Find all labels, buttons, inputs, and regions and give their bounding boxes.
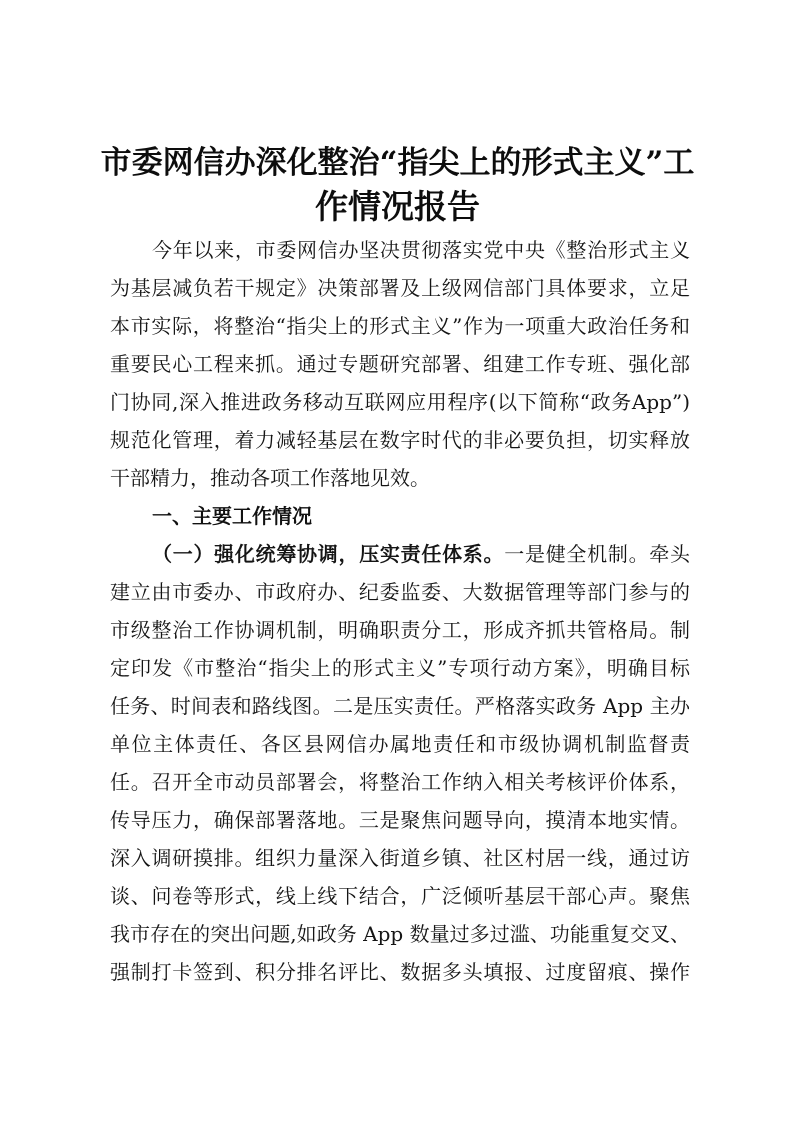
paragraph-line: 市级整治工作协调机制，明确职责分工，形成齐抓共管格局。制 [110,618,690,642]
section-heading: 一、主要工作情况 [152,504,312,528]
paragraph-line-rest: 一是健全机制。牵头 [504,542,691,566]
paragraph-line: 传导压力，确保部署落地。三是聚焦问题导向，摸清本地实情。 [110,808,690,832]
paragraph-line: 本市实际，将整治“指尖上的形式主义”作为一项重大政治任务和 [110,314,690,338]
paragraph-line: 谈、问卷等形式，线上线下结合，广泛倾听基层干部心声。聚焦 [110,884,690,908]
paragraph-line: 规范化管理，着力减轻基层在数字时代的非必要负担，切实释放 [110,428,690,452]
paragraph-line: 为基层减负若干规定》决策部署及上级网信部门具体要求，立足 [110,276,690,300]
subsection-label: （一）强化统筹协调，压实责任体系。 [152,542,505,566]
paragraph-line: 深入调研摸排。组织力量深入街道乡镇、社区村居一线，通过访 [110,846,690,870]
paragraph-line: 今年以来，市委网信办坚决贯彻落实党中央《整治形式主义 [152,238,690,262]
paragraph-line: 建立由市委办、市政府办、纪委监委、大数据管理等部门参与的 [110,580,690,604]
paragraph-line: 任。召开全市动员部署会，将整治工作纳入相关考核评价体系， [110,770,690,794]
paragraph-line: 门协同,深入推进政务移动互联网应用程序(以下简称“政务App”) [110,390,690,414]
paragraph-line: 干部精力，推动各项工作落地见效。 [110,466,430,490]
paragraph-line [152,535,690,573]
paragraph-line: 定印发《市整治“指尖上的形式主义”专项行动方案》，明确目标 [110,656,690,680]
paragraph-line: 任务、时间表和路线图。二是压实责任。严格落实政务 App 主办 [110,694,690,718]
paragraph-line: 单位主体责任、各区县网信办属地责任和市级协调机制监督责 [110,732,690,756]
document-title-line-2: 作情况报告 [315,187,480,226]
paragraph-line: 强制打卡签到、积分排名评比、数据多头填报、过度留痕、操作 [110,960,690,984]
document-title-line-1: 市委网信办深化整治“指尖上的形式主义”工 [100,145,695,181]
paragraph-line: 我市存在的突出问题,如政务 App 数量过多过滥、功能重复交叉、 [110,922,690,946]
paragraph-line: 重要民心工程来抓。通过专题研究部署、组建工作专班、强化部 [110,352,690,376]
